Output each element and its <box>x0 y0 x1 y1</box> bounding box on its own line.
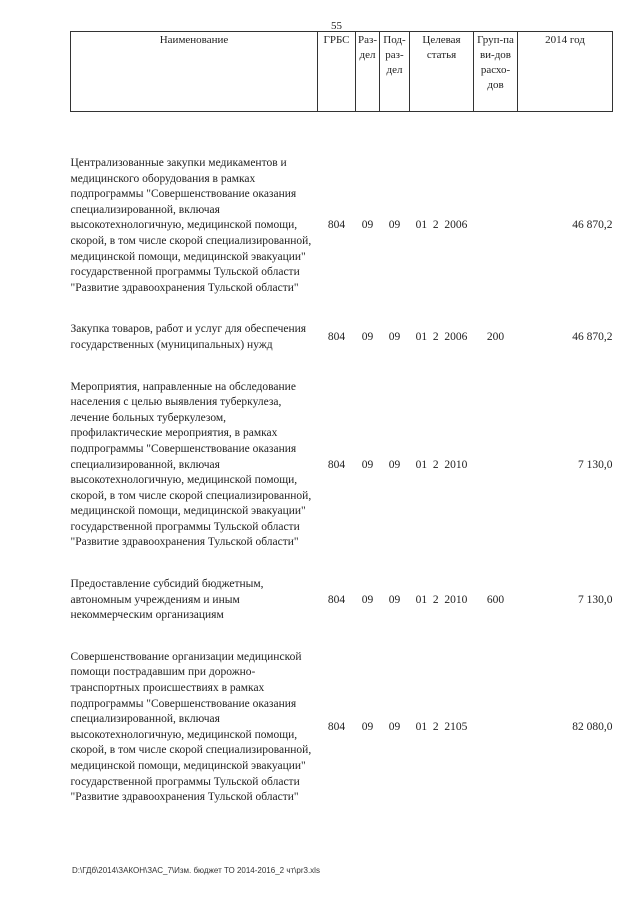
target-program: 01 <box>415 331 428 344</box>
budget-table <box>70 31 613 806</box>
row-name: Мероприятия, направленные на обследование населения с целью выявления туберкулеза, лечение больных туберкулезом, профилактические мероприятия, в рамках подпрограммы "Совершенствование оказания специализированной, включая высокотехнологичную, медицинской помощи, скорой, в том числе скорой специализированной, медицинской помощи, медицинской эвакуации" государственной программы Тульской области "Развитие здравоохранения Тульской области" <box>70 380 312 549</box>
row-name: Предоставление субсидий бюджетным, автономным учреждениям и иным некоммерческим организациям <box>70 578 264 622</box>
row-grbs: 804 <box>327 458 346 471</box>
row-target <box>410 322 474 353</box>
row-subsection: 09 <box>388 331 401 344</box>
row-target <box>410 380 474 552</box>
row-subsection: 09 <box>388 721 401 734</box>
col-header-section: Раз-дел <box>356 32 380 112</box>
row-section: 09 <box>361 331 374 344</box>
col-header-year: 2014 год <box>518 32 613 112</box>
table-header-row <box>71 32 613 112</box>
table-row <box>71 577 613 624</box>
row-target <box>410 650 474 806</box>
row-group <box>474 650 518 806</box>
target-program: 01 <box>415 593 428 606</box>
col-header-target: Целевая статья <box>410 32 474 112</box>
row-grbs: 804 <box>327 219 346 232</box>
row-name: Закупка товаров, работ и услуг для обеспечения государственных (муниципальных) нужд <box>70 323 307 351</box>
row-section: 09 <box>361 458 374 471</box>
row-group <box>474 380 518 552</box>
target-subprogram: 2 <box>432 219 439 232</box>
col-header-name: Наименование <box>71 32 318 112</box>
row-target <box>410 577 474 624</box>
row-target <box>410 156 474 296</box>
target-subprogram: 2 <box>432 721 439 734</box>
page-number: 55 <box>331 20 342 32</box>
col-header-subsection: Под-раз-дел <box>380 32 410 112</box>
table-row <box>71 650 613 806</box>
target-subprogram: 2 <box>432 331 439 344</box>
target-code: 2010 <box>444 458 468 471</box>
row-subsection: 09 <box>388 219 401 232</box>
table-row <box>71 380 613 552</box>
row-section: 09 <box>361 219 374 232</box>
col-header-group: Груп-па ви-дов расхо-дов <box>474 32 518 112</box>
target-code: 2006 <box>444 219 468 232</box>
target-code: 2010 <box>444 593 468 606</box>
row-subsection: 09 <box>388 593 401 606</box>
target-code: 2006 <box>444 331 468 344</box>
target-program: 01 <box>415 458 428 471</box>
target-subprogram: 2 <box>432 593 439 606</box>
row-grbs: 804 <box>327 331 346 344</box>
row-grbs: 804 <box>327 593 346 606</box>
table-row <box>71 322 613 353</box>
row-subsection: 09 <box>388 458 401 471</box>
row-group: 200 <box>486 331 505 344</box>
target-code: 2105 <box>444 721 468 734</box>
table-row <box>71 156 613 296</box>
row-amount: 7 130,0 <box>578 458 613 471</box>
row-name: Совершенствование организации медицинской помощи пострадавшим при дорожно-транспортных происшествиях в рамках подпрограммы "Совершенствование оказания специализированной, включая высокотехнологичную, медицинской помощи, скорой, в том числе скорой специализированной, медицинской помощи, медицинской эвакуации" государственной программы Тульской области "Развитие здравоохранения Тульской области" <box>70 650 312 804</box>
row-amount: 46 870,2 <box>572 219 613 232</box>
col-header-grbs: ГРБС <box>318 32 356 112</box>
row-name: Централизованные закупки медикаментов и медицинского оборудования в рамках подпрограммы "Совершенствование оказания специализированной, включая высокотехнологичную, медицинской помощи, скорой, в том числе скорой специализированной, медицинской помощи, медицинской эвакуации" государственной программы Тульской области "Развитие здравоохранения Тульской области" <box>70 157 312 294</box>
target-program: 01 <box>415 721 428 734</box>
row-group: 600 <box>486 593 505 606</box>
target-subprogram: 2 <box>432 458 439 471</box>
file-path-footer: D:\ГДб\2014\ЗАКОН\ЗАС_7\Изм. бюджет ТО 2014-2016_2 чт\pr3.xls <box>72 866 320 875</box>
row-amount: 46 870,2 <box>572 331 613 344</box>
row-amount: 7 130,0 <box>578 593 613 606</box>
target-program: 01 <box>415 219 428 232</box>
row-amount: 82 080,0 <box>572 721 613 734</box>
row-section: 09 <box>361 721 374 734</box>
row-group <box>474 156 518 296</box>
row-grbs: 804 <box>327 721 346 734</box>
row-section: 09 <box>361 593 374 606</box>
